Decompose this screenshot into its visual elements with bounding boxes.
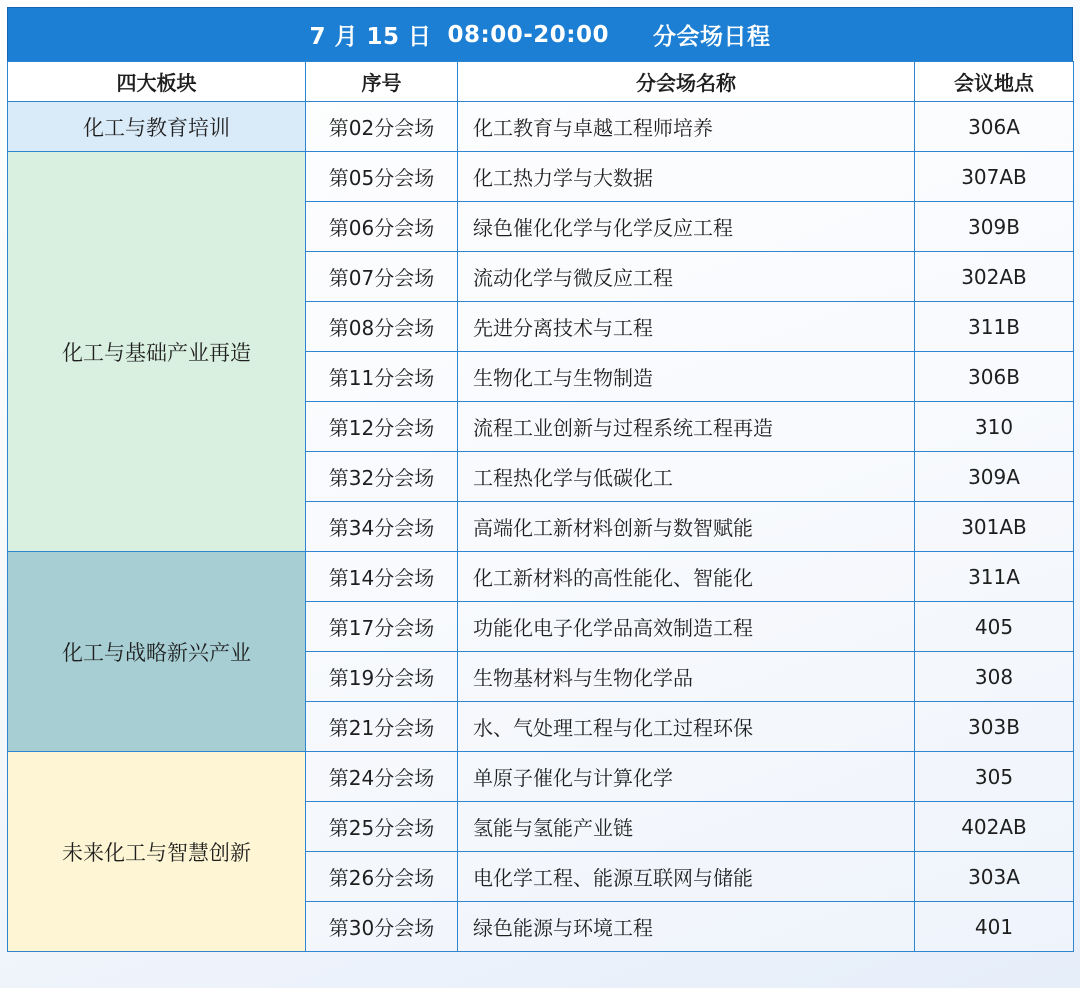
session-name-cell: 生物化工与生物制造 xyxy=(458,352,915,402)
session-number-cell: 第14分会场 xyxy=(306,552,458,602)
session-number-cell: 第24分会场 xyxy=(306,752,458,802)
session-number-cell: 第21分会场 xyxy=(306,702,458,752)
session-name-cell: 功能化电子化学品高效制造工程 xyxy=(458,602,915,652)
session-name-cell: 流动化学与微反应工程 xyxy=(458,252,915,302)
location-cell: 303B xyxy=(915,702,1074,752)
session-number-cell: 第25分会场 xyxy=(306,802,458,852)
table-row xyxy=(8,102,1074,152)
location-cell: 305 xyxy=(915,752,1074,802)
location-cell: 311A xyxy=(915,552,1074,602)
session-name-cell: 化工新材料的高性能化、智能化 xyxy=(458,552,915,602)
location-cell: 402AB xyxy=(915,802,1074,852)
session-number-cell: 第12分会场 xyxy=(306,402,458,452)
session-number-cell: 第02分会场 xyxy=(306,102,458,152)
schedule-table xyxy=(7,61,1074,952)
session-name-cell: 绿色能源与环境工程 xyxy=(458,902,915,952)
header-location: 会议地点 xyxy=(915,62,1074,102)
session-name-cell: 电化学工程、能源互联网与储能 xyxy=(458,852,915,902)
location-cell: 308 xyxy=(915,652,1074,702)
session-number-cell: 第17分会场 xyxy=(306,602,458,652)
location-cell: 307AB xyxy=(915,152,1074,202)
session-name-cell: 化工教育与卓越工程师培养 xyxy=(458,102,915,152)
session-number-cell: 第34分会场 xyxy=(306,502,458,552)
session-number-cell: 第26分会场 xyxy=(306,852,458,902)
table-header-row xyxy=(8,62,1074,102)
header-session-name: 分会场名称 xyxy=(458,62,915,102)
block-name-cell: 未来化工与智慧创新 xyxy=(8,752,306,952)
schedule-container xyxy=(7,7,1073,952)
session-number-cell: 第08分会场 xyxy=(306,302,458,352)
location-cell: 303A xyxy=(915,852,1074,902)
session-name-cell: 绿色催化化学与化学反应工程 xyxy=(458,202,915,252)
table-row xyxy=(8,552,1074,602)
session-name-cell: 氢能与氢能产业链 xyxy=(458,802,915,852)
location-cell: 301AB xyxy=(915,502,1074,552)
location-cell: 302AB xyxy=(915,252,1074,302)
location-cell: 311B xyxy=(915,302,1074,352)
location-cell: 309A xyxy=(915,452,1074,502)
session-name-cell: 先进分离技术与工程 xyxy=(458,302,915,352)
location-cell: 309B xyxy=(915,202,1074,252)
session-number-cell: 第30分会场 xyxy=(306,902,458,952)
header-block: 四大板块 xyxy=(8,62,306,102)
title-time: 08:00-20:00 xyxy=(447,21,609,48)
table-body xyxy=(8,102,1074,952)
session-number-cell: 第32分会场 xyxy=(306,452,458,502)
session-number-cell: 第07分会场 xyxy=(306,252,458,302)
block-name-cell: 化工与战略新兴产业 xyxy=(8,552,306,752)
session-name-cell: 工程热化学与低碳化工 xyxy=(458,452,915,502)
session-name-cell: 流程工业创新与过程系统工程再造 xyxy=(458,402,915,452)
block-name-cell: 化工与教育培训 xyxy=(8,102,306,152)
location-cell: 401 xyxy=(915,902,1074,952)
location-cell: 306B xyxy=(915,352,1074,402)
session-number-cell: 第11分会场 xyxy=(306,352,458,402)
title-date: 7 月 15 日 xyxy=(309,24,432,50)
session-name-cell: 生物基材料与生物化学品 xyxy=(458,652,915,702)
table-row xyxy=(8,752,1074,802)
location-cell: 405 xyxy=(915,602,1074,652)
block-name-cell: 化工与基础产业再造 xyxy=(8,152,306,552)
session-name-cell: 化工热力学与大数据 xyxy=(458,152,915,202)
location-cell: 310 xyxy=(915,402,1074,452)
location-cell: 306A xyxy=(915,102,1074,152)
session-number-cell: 第19分会场 xyxy=(306,652,458,702)
session-number-cell: 第06分会场 xyxy=(306,202,458,252)
header-number: 序号 xyxy=(306,62,458,102)
session-name-cell: 单原子催化与计算化学 xyxy=(458,752,915,802)
table-row xyxy=(8,152,1074,202)
title-label: 分会场日程 xyxy=(653,24,771,50)
session-name-cell: 高端化工新材料创新与数智赋能 xyxy=(458,502,915,552)
session-number-cell: 第05分会场 xyxy=(306,152,458,202)
session-name-cell: 水、气处理工程与化工过程环保 xyxy=(458,702,915,752)
schedule-title-bar xyxy=(7,7,1073,61)
